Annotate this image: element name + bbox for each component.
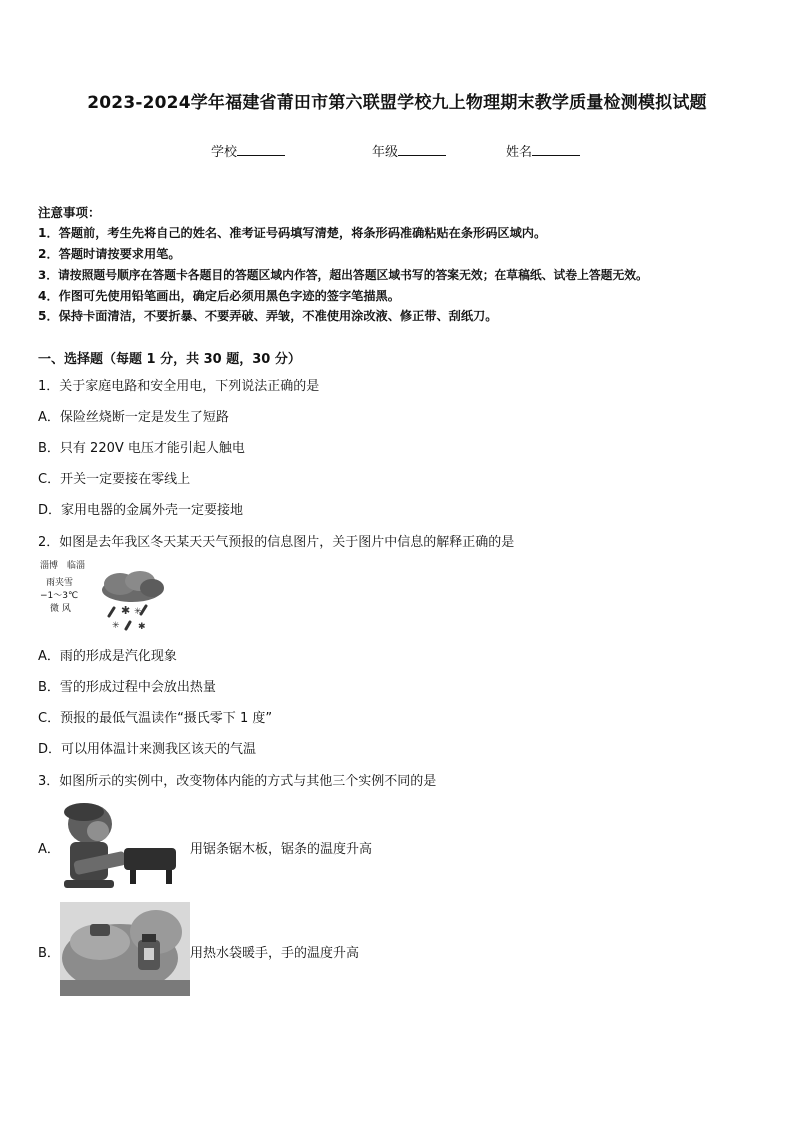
hot-water-bag-illustration bbox=[60, 902, 190, 996]
option: A．雨的形成是汽化现象 bbox=[38, 649, 177, 664]
grade-field bbox=[372, 141, 446, 160]
name-label: 姓名 bbox=[506, 145, 533, 160]
option: C．预报的最低气温读作“摄氏零下 1 度” bbox=[38, 711, 273, 726]
svg-text:✱: ✱ bbox=[138, 622, 146, 632]
grade-blank[interactable] bbox=[398, 143, 446, 156]
name-field bbox=[506, 141, 580, 160]
option: D．家用电器的金属外壳一定要接地 bbox=[38, 503, 244, 518]
svg-text:✱: ✱ bbox=[121, 604, 131, 617]
weather-temperature: −1～3℃ bbox=[40, 591, 79, 601]
hot-water-bag-image bbox=[60, 902, 190, 996]
note-item: 3．请按照题号顺序在答题卡各题目的答题区域内作答，超出答题区域书写的答案无效；在草稿纸、试卷上答题无效。 bbox=[38, 268, 648, 282]
weather-location: 淄博 临淄 bbox=[40, 561, 86, 571]
school-label: 学校 bbox=[211, 145, 238, 160]
option: A．保险丝烧断一定是发生了短路 bbox=[38, 410, 229, 425]
grade-label: 年级 bbox=[372, 145, 399, 160]
school-blank[interactable] bbox=[237, 143, 285, 156]
question-stem: 3．如图所示的实例中，改变物体内能的方式与其他三个实例不同的是 bbox=[38, 774, 437, 789]
note-item: 1．答题前，考生先将自己的姓名、准考证号码填写清楚，将条形码准确粘贴在条形码区域内。 bbox=[38, 226, 547, 240]
option-letter: A． bbox=[38, 842, 60, 857]
option: C．开关一定要接在零线上 bbox=[38, 472, 191, 487]
weather-forecast-figure bbox=[38, 556, 173, 634]
option-caption: 用热水袋暖手，手的温度升高 bbox=[190, 946, 360, 961]
svg-text:✳: ✳ bbox=[112, 621, 120, 631]
notes-heading: 注意事项： bbox=[38, 205, 101, 220]
option-caption: 用锯条锯木板，锯条的温度升高 bbox=[190, 842, 373, 857]
name-blank[interactable] bbox=[532, 143, 580, 156]
note-item: 5．保持卡面清洁，不要折暴、不要弄破、弄皱，不准使用涂改液、修正带、刮纸刀。 bbox=[38, 309, 498, 323]
option: B．雪的形成过程中会放出热量 bbox=[38, 680, 216, 695]
note-item: 2．答题时请按要求用笔。 bbox=[38, 247, 181, 261]
weather-condition: 雨夹雪 bbox=[46, 578, 74, 588]
sawing-illustration bbox=[60, 798, 186, 890]
question-stem: 2．如图是去年我区冬天某天天气预报的信息图片，关于图片中信息的解释正确的是 bbox=[38, 535, 515, 550]
sawing-wood-image bbox=[60, 798, 186, 890]
section-title: 一、选择题（每题 1 分，共 30 题，30 分） bbox=[38, 352, 301, 367]
sleet-cloud-icon bbox=[94, 570, 170, 632]
option: D．可以用体温计来测我区该天的气温 bbox=[38, 742, 257, 757]
svg-text:✳: ✳ bbox=[134, 607, 142, 617]
option-letter: B． bbox=[38, 946, 60, 961]
question-stem: 1．关于家庭电路和安全用电，下列说法正确的是 bbox=[38, 379, 320, 394]
weather-wind: 微 风 bbox=[50, 604, 71, 614]
option: B．只有 220V 电压才能引起人触电 bbox=[38, 441, 245, 456]
school-field bbox=[211, 141, 285, 160]
note-item: 4．作图可先使用铅笔画出，确定后必须用黑色字迹的签字笔描黑。 bbox=[38, 289, 400, 303]
page-title: 2023-2024学年福建省莆田市第六联盟学校九上物理期末教学质量检测模拟试题 bbox=[87, 93, 707, 113]
